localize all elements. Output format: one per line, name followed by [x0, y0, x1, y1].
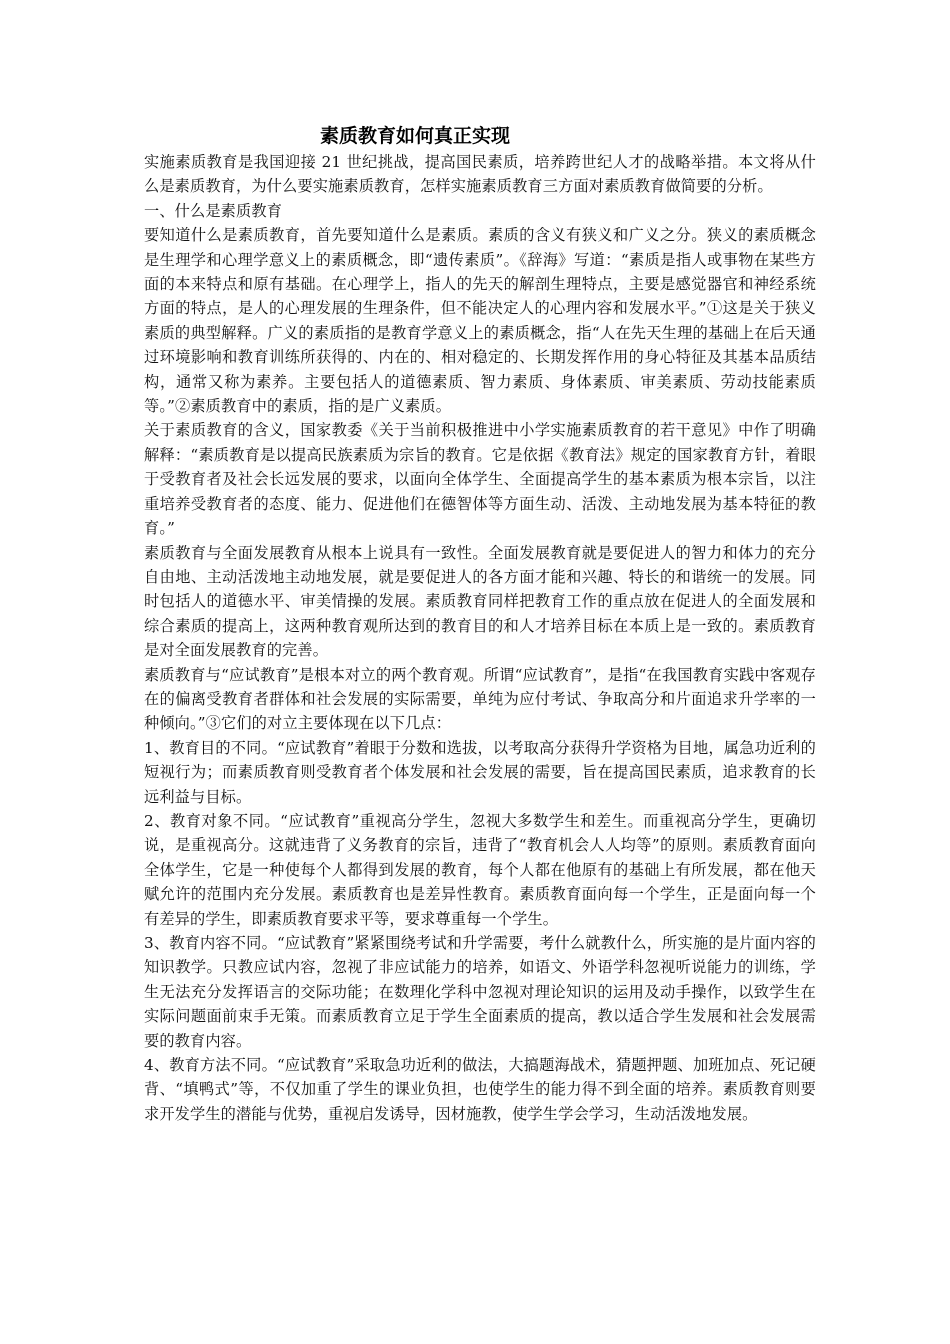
- section-heading: 一、什么是素质教育: [144, 201, 283, 220]
- list-item-target: 2、教育对象不同。“应试教育”重视高分学生，忽视大多数学生和差生。而重视高分学生，更确切说，是重视高分。这就违背了义务教育的宗旨，违背了“教育机会人人均等”的原则。素质教育面向全体学生，它是一种使每个人都得到发展的教育，每个人都在他原有的基础上有所发展，都在他天赋允许的范围内充分发展。素质教育也是差异性教育。素质教育面向每一个学生，正是面向每一个有差异的学生，即素质教育要求平等，要求尊重每一个学生。: [144, 811, 816, 928]
- document-title: 素质教育如何真正实现: [320, 125, 511, 147]
- paragraph-comprehensive-development: 素质教育与全面发展教育从根本上说具有一致性。全面发展教育就是要促进人的智力和体力的充分自由地、主动活泼地主动地发展，就是要促进人的各方面才能和兴趣、特长的和谐统一的发展。同时包括人的道德水平、审美情操的发展。素质教育同样把教育工作的重点放在促进人的全面发展和综合素质的提高上，这两种教育观所达到的教育目的和人才培养目标在本质上是一致的。素质教育是对全面发展教育的完善。: [144, 543, 816, 660]
- paragraph-meaning-of-quality-education: 关于素质教育的含义，国家教委《关于当前积极推进中小学实施素质教育的若干意见》中作了明确解释：“素质教育是以提高民族素质为宗旨的教育。它是依据《教育法》规定的国家教育方针，着眼于受教育者及社会长远发展的要求，以面向全体学生、全面提高学生的基本素质为根本宗旨，以注重培养受教育者的态度、能力、促进他们在德智体等方面生动、活泼、主动地发展为基本特征的教育。”: [144, 421, 816, 538]
- list-item-purpose: 1、教育目的不同。“应试教育”着眼于分数和选拔，以考取高分获得升学资格为目地，属急功近利的短视行为；而素质教育则受教育者个体发展和社会发展的需要，旨在提高国民素质，追求教育的长远利益与目标。: [144, 738, 816, 806]
- paragraph-definition-of-quality: 要知道什么是素质教育，首先要知道什么是素质。素质的含义有狭义和广义之分。狭义的素质概念是生理学和心理学意义上的素质概念，即“遗传素质”。《辞海》写道：“素质是指人或事物在某些方面的本来特点和原有基础。在心理学上，指人的先天的解剖生理特点，主要是感觉器官和神经系统方面的特点，是人的心理发展的生理条件，但不能决定人的心理内容和发展水平。”①这是关于狭义素质的典型解释。广义的素质指的是教育学意义上的素质概念，指“人在先天生理的基础上在后天通过环境影响和教育训练所获得的、内在的、相对稳定的、长期发挥作用的身心特征及其基本品质结构，通常又称为素养。主要包括人的道德素质、智力素质、身体素质、审美素质、劳动技能素质等。”②素质教育中的素质，指的是广义素质。: [144, 226, 816, 416]
- document-body: [144, 122, 816, 1126]
- list-item-method: 4、教育方法不同。“应试教育”采取急功近利的做法，大搞题海战术，猜题押题、加班加点、死记硬背、“填鸭式”等，不仅加重了学生的课业负担，也使学生的能力得不到全面的培养。素质教育则要求开发学生的潜能与优势，重视启发诱导，因材施教，使学生学会学习，生动活泼地发展。: [144, 1056, 816, 1123]
- paragraph-exam-oriented-education: 素质教育与“应试教育”是根本对立的两个教育观。所谓“应试教育”，是指“在我国教育实践中客观存在的偏离受教育者群体和社会发展的实际需要，单纯为应付考试、争取高分和片面追求升学率的一种倾向。”③它们的对立主要体现在以下几点：: [144, 665, 816, 733]
- list-item-content: 3、教育内容不同。“应试教育”紧紧围绕考试和升学需要，考什么就教什么，所实施的是片面内容的知识教学。只教应试内容，忽视了非应试能力的培养，如语文、外语学科忽视听说能力的训练，学生无法充分发挥语言的交际功能；在数理化学科中忽视对理论知识的运用及动手操作，以致学生在实际问题面前束手无策。而素质教育立足于学生全面素质的提高，教以适合学生发展和社会发展需要的教育内容。: [144, 934, 816, 1050]
- intro-paragraph: 实施素质教育是我国迎接 21 世纪挑战，提高国民素质，培养跨世纪人才的战略举措。本文将从什么是素质教育，为什么要实施素质教育，怎样实施素质教育三方面对素质教育做简要的分析。: [144, 153, 816, 196]
